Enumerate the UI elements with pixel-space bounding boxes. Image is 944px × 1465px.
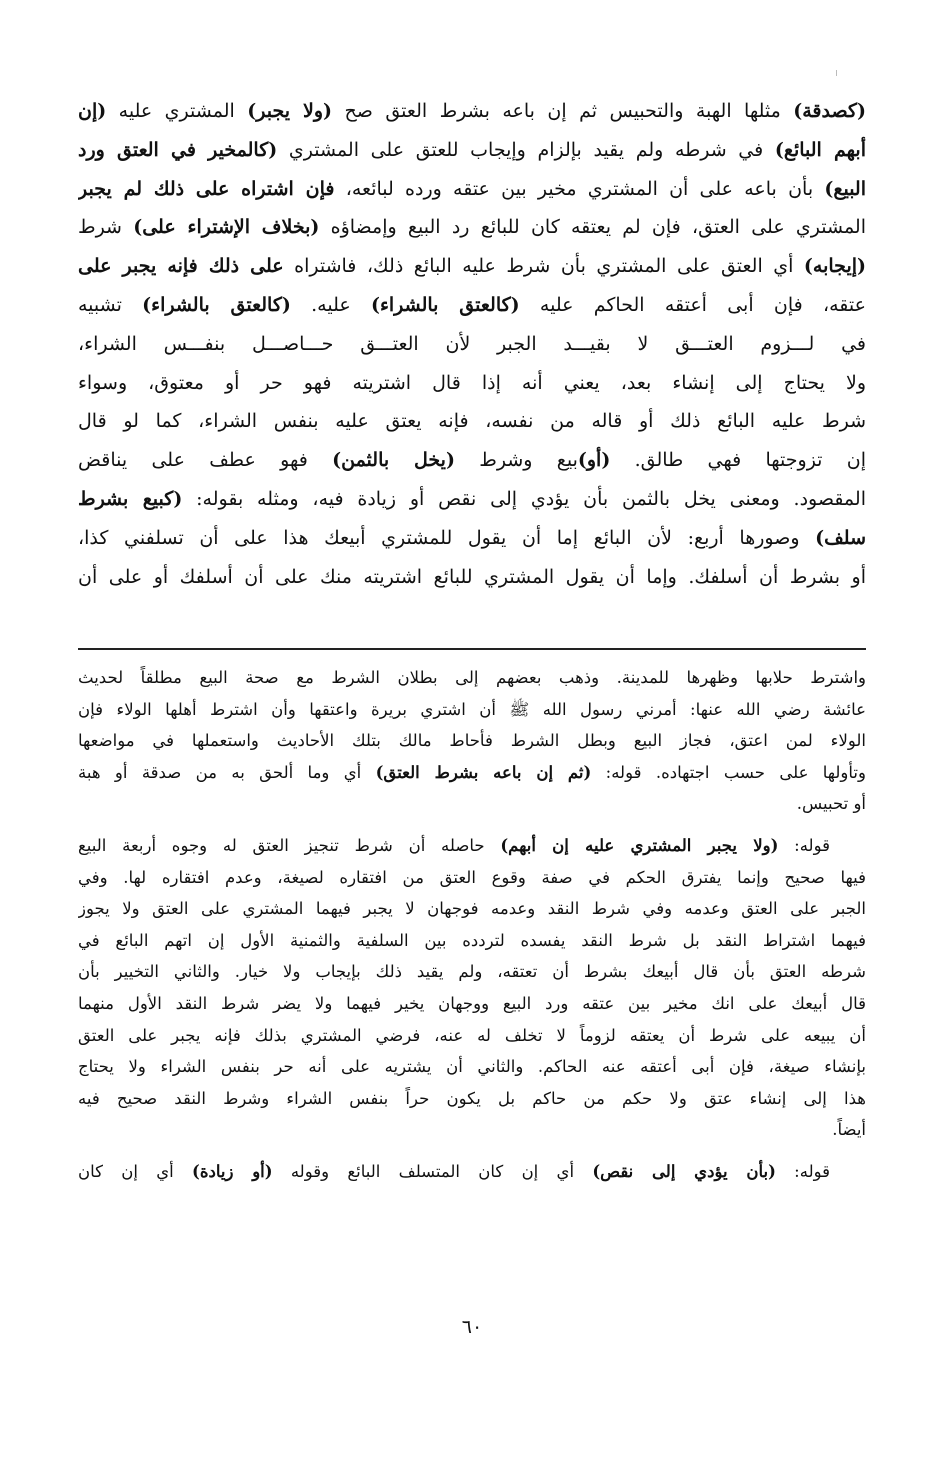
bold-quoted-text: (ولا يجبر) — [247, 100, 333, 122]
page-number: ٦٠ — [461, 1316, 483, 1338]
main-text-line — [78, 208, 866, 247]
text-run: فهو عطف على يناقض — [78, 449, 333, 472]
text-run: بيع وشرط — [454, 449, 578, 472]
footnote-line — [78, 1051, 866, 1083]
text-run: الولاء لمن اعتق، فجاز البيع وبطل الشرط فأحاط مالك بتلك الأحاديث واستعملها في مواضعها — [78, 731, 866, 751]
text-run: المشتري عليه — [106, 100, 248, 122]
text-run: في لـــزوم العتـــق لا بقيـــد الجبر لأن العتـــق حـــاصـــل بنفـــس الشراء، — [78, 332, 866, 355]
main-text-line — [78, 170, 866, 209]
bold-quoted-text: (كبيع بشرط — [78, 487, 183, 510]
text-run: الجبر على العتق وعدمه وفي شرط النقد وعدمه فوجهان لا يجبر فيهما المشتري على العتق ولا يجوز — [78, 899, 866, 919]
main-text-line — [78, 558, 866, 597]
text-run: مثلها الهبة والتحبيس ثم إن باعه بشرط العتق صح — [332, 100, 794, 122]
text-run: واشترط حلابها وظهرها للمدينة. وذهب بعضهم إلى بطلان الشرط مع صحة البيع مطلقاً لحديث — [78, 668, 866, 687]
text-run: المشتري على العتق، فإن لم يعتقه كان للبائع رد البيع وإمضاؤه — [319, 216, 866, 239]
footnote-line — [78, 956, 866, 988]
text-run: تشبيه — [78, 293, 143, 316]
footnote-line — [78, 862, 866, 894]
text-run: أي إن كان — [78, 1161, 193, 1181]
main-text-line — [78, 247, 866, 286]
text-run: عليه. — [290, 293, 371, 316]
bold-quoted-text: (إيجابه) — [803, 255, 866, 278]
bold-quoted-text: (يخل بالثمن) — [332, 449, 455, 472]
bold-quoted-text: (كالعتق بالشراء) — [370, 293, 520, 316]
text-run: وصورها أربع: لأن البائع إما أن يقول للمشتري أبيعك هذا على أن تسلفني كذا، — [78, 526, 816, 549]
footnote-line — [78, 830, 866, 862]
text-run: فيهما اشتراط النقد بل شرط النقد يفسده لتردده بين السلفية والثمنية الأول إن اتهم البائع في — [78, 930, 866, 950]
text-run: قال أبيعك على انك مخير بين عتقه ورد البيع ووجهان يخير فيهما ولا يضر شرط النقد الأول منهما — [78, 993, 866, 1013]
footnote-line — [78, 662, 866, 694]
bold-quoted-text: أبهم البائع) — [774, 138, 866, 161]
bold-quoted-text: (أو) — [577, 449, 611, 472]
bold-quoted-text: على ذلك فإنه يجبر على — [78, 255, 284, 278]
text-run: قوله: — [778, 835, 830, 855]
text-run: أن يبيعه على شرط أن يعتقه لزوماً لا تخلف له عنه، فرضي المشتري بذلك فإنه يجبر على العتق — [78, 1025, 866, 1045]
text-run: شرطه العتق بأن قال أبيعك بشرط أن تعتقه، ولم يقيد ذلك بإيجاب ولا خيار. والثاني التخيير بأن — [78, 962, 866, 982]
main-text-line — [78, 325, 866, 364]
footnote-separator-rule — [78, 648, 866, 650]
scan-mark — [836, 70, 837, 76]
main-text-block — [78, 92, 866, 596]
footnote-line — [78, 1083, 866, 1115]
main-text-line — [78, 131, 866, 170]
footnote-line — [78, 694, 866, 726]
text-run: المقصود. ومعنى يخل بالثمن بأن يؤدي إلى نقص أو زيادة فيه، ومثله بقوله: — [182, 487, 866, 510]
footnote-line — [78, 925, 866, 957]
paragraph-gap — [78, 1146, 866, 1156]
bold-quoted-text: (بخلاف الإشتراء على) — [133, 216, 320, 239]
text-run: أيضاً. — [832, 1120, 866, 1140]
text-run: قوله: — [775, 1161, 831, 1181]
main-text-line — [78, 480, 866, 519]
text-run: إن تزوجتها فهي طالق. — [610, 449, 866, 472]
text-run: عائشة رضي الله عنها: أمرني رسول الله ﷺ أن اشتري بريرة واعتقها وأن اشترط أهلها الولاء فإن — [78, 699, 866, 719]
bold-quoted-text: سلف) — [815, 526, 866, 549]
bold-quoted-text: (إن — [78, 100, 107, 122]
footnote-line — [78, 1156, 866, 1188]
text-run: أو بشرط أن أسلفك. وإما أن يقول المشتري للبائع اشتريته منك على أن أسلفك أو على أن — [78, 565, 866, 588]
bold-quoted-text: فإن اشتراه على ذلك لم يجبر — [78, 177, 335, 200]
footnote-line — [78, 1114, 866, 1146]
bold-quoted-text: (كالمخير في العتق ورد — [78, 138, 278, 161]
text-run: شرط — [78, 216, 134, 239]
text-run: عتقه، فإن أبى أعتقه الحاكم عليه — [519, 293, 866, 316]
text-run: بأن باعه على أن المشتري مخير بين عتقه ورده لبائعه، — [334, 177, 825, 200]
text-run: شرط عليه البائع ذلك أو قاله من نفسه، فإنه يعتق عليه بنفس الشراء، كما لو قال — [78, 410, 866, 433]
bold-quoted-text: (كصدقة) — [793, 100, 866, 122]
footnote-line — [78, 893, 866, 925]
text-run: بإنشاء صيغة، فإن أبى أعتقه عنه الحاكم. والثاني أن يشتريه على أنه حر بنفس الشراء ولا يحتاج — [78, 1057, 866, 1077]
bold-quoted-text: (ولا يجبر المشتري عليه إن أبهم) — [500, 835, 779, 855]
footnotes-block — [78, 662, 866, 1188]
paragraph-gap — [78, 820, 866, 830]
footnote-line — [78, 1020, 866, 1052]
bold-quoted-text: (بأن يؤدي إلى نقص) — [592, 1161, 776, 1181]
main-text-line — [78, 441, 866, 480]
text-run: وتأولها على حسب اجتهاده. قوله: — [591, 762, 866, 782]
text-run: حاصله أن شرط تنجيز العتق له وجوه أربعة البيع — [78, 835, 501, 855]
text-run: أي العتق على المشتري بأن شرط عليه البائع ذلك، فاشتراه — [283, 255, 804, 278]
bold-quoted-text: البيع) — [824, 177, 866, 200]
footnote-line — [78, 725, 866, 757]
footnote-line — [78, 788, 866, 820]
main-text-line — [78, 286, 866, 325]
text-run: في شرطه ولم يقيد بإلزام وإيجاب للعتق على المشتري — [277, 138, 775, 161]
text-run: أي إن كان المتسلف البائع وقوله — [272, 1161, 593, 1181]
bold-quoted-text: (ثم إن باعه بشرط العتق) — [375, 762, 592, 782]
text-run: أي وما ألحق به من صدقة أو هبة — [78, 762, 376, 782]
footnote-line — [78, 757, 866, 789]
bold-quoted-text: (كالعتق بالشراء) — [142, 293, 291, 316]
text-run: هذا إلى إنشاء عتق ولا حكم من حاكم بل يكون حراً بنفس الشراء وشرط النقد صحيح فيه — [78, 1088, 866, 1108]
main-text-line — [78, 364, 866, 403]
text-run: ولا يحتاج إلى إنشاء بعد، يعني أنه إذا قال اشتريته فهو حر أو معتوق، وسواء — [78, 371, 866, 394]
main-text-line — [78, 92, 866, 131]
footnote-line — [78, 988, 866, 1020]
text-run: أو تحبيس. — [796, 794, 866, 814]
main-text-line — [78, 402, 866, 441]
bold-quoted-text: (أو زيادة) — [192, 1161, 273, 1181]
text-run: فيها صحيح وإنما يفترق الحكم في صفة وقوع العتق من افتقاره لصيغة، وعدم افتقاره لها. وفي — [78, 867, 866, 887]
main-text-line — [78, 519, 866, 558]
